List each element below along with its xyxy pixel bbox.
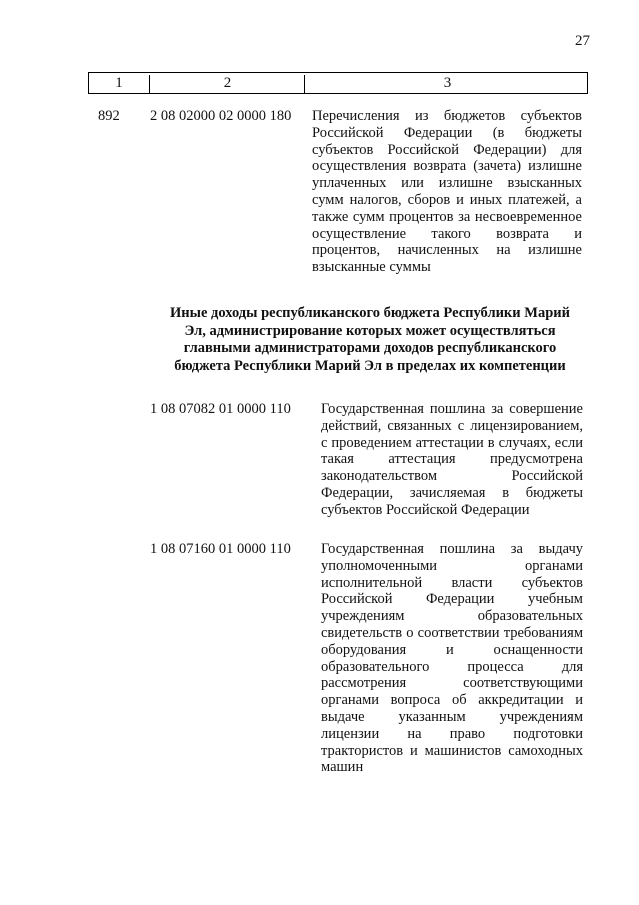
header-col-1: 1 (115, 75, 123, 91)
row-description: Государственная пошлина за выдачу уполномоченными органами исполнительной власти субъектов Российской Федерации учебным учреждениям образовательных свидетельств о соответствии требованиям оборудования и оснащенности образовательного процесса для рассмотрения соответствующими органами вопроса об аккредитации и выдаче указанным учреждениям лицензии на право подготовки трактористов и машинистов самоходных машин (321, 541, 583, 776)
header-col-2: 2 (149, 75, 305, 93)
row-description: Перечисления из бюджетов субъектов Российской Федерации (в бюджеты субъектов Российской Федерации) для осуществления возврата (зачета) излишне уплаченных или излишне взысканных сумм налогов, сборов и иных платежей, а также сумм процентов за несвоевременное осуществление такого возврата и процентов, начисленных на излишне взысканные суммы (312, 108, 582, 276)
table-header (88, 72, 588, 94)
section-title: Иные доходы республиканского бюджета Республики Марий Эл, администрирование которых может осуществляться главными администраторами доходов республиканского бюджета Республики Марий Эл в пределах их компетенции (170, 305, 570, 374)
row-description: Государственная пошлина за совершение действий, связанных с лицензированием, с проведением аттестации в случаях, если такая аттестация предусмотрена законодательством Российской Федерации, зачисляемая в бюджеты субъектов Российской Федерации (321, 401, 583, 518)
header-col-3: 3 (304, 75, 590, 93)
admin-code: 892 (98, 108, 120, 124)
kbk-code: 1 08 07082 01 0000 110 (150, 401, 291, 417)
page-number: 27 (575, 33, 590, 49)
kbk-code: 1 08 07160 01 0000 110 (150, 541, 291, 557)
kbk-code: 2 08 02000 02 0000 180 (150, 108, 292, 124)
